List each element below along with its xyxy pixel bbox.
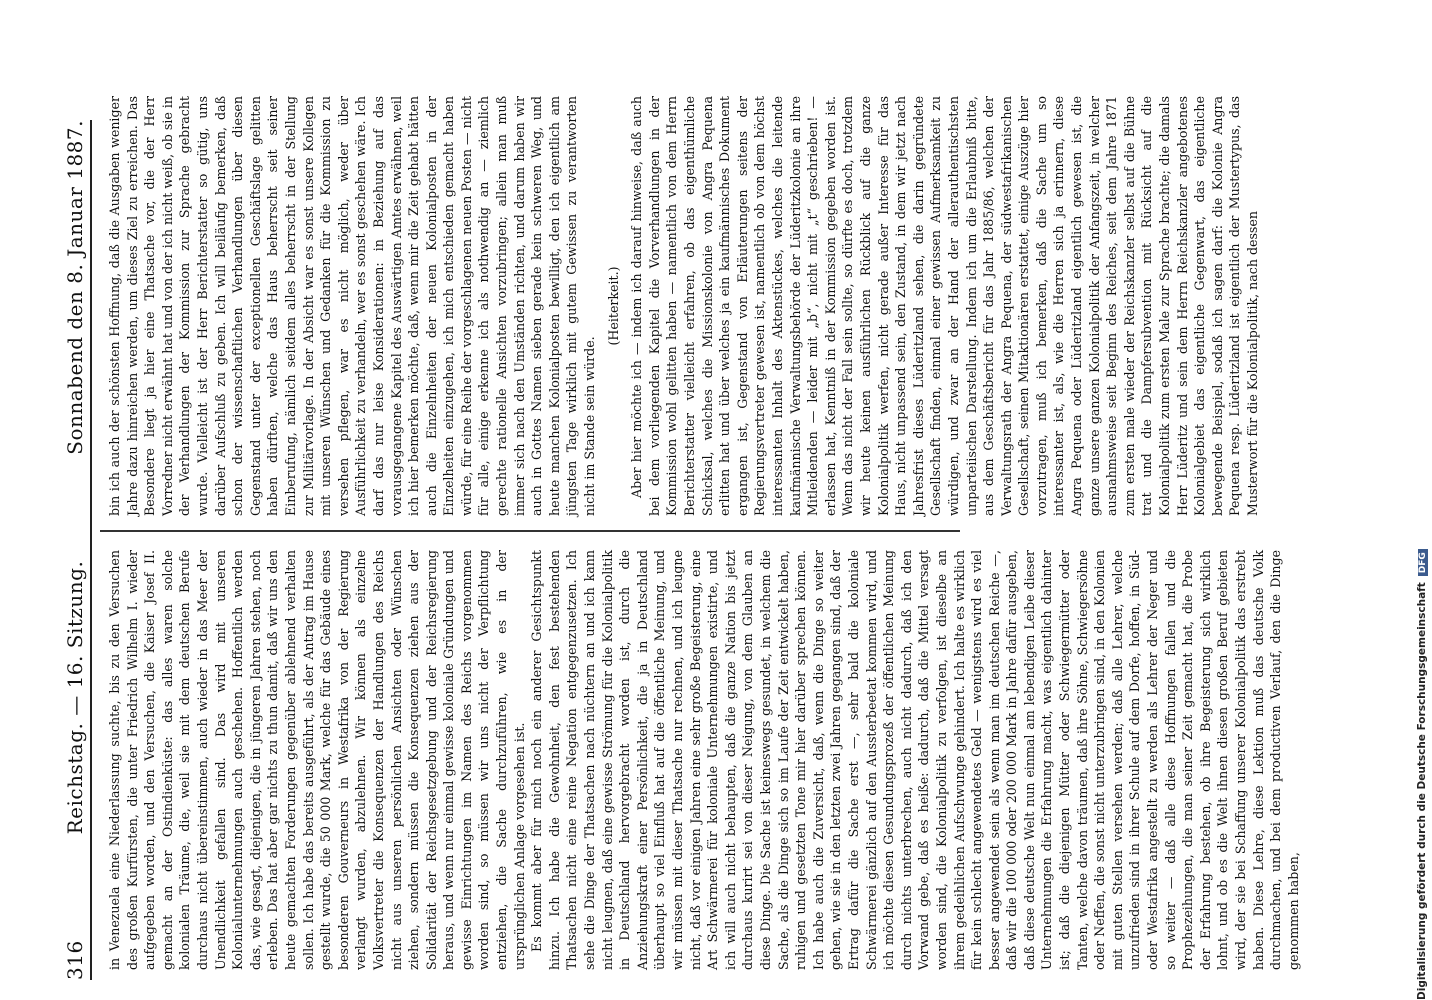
right-column (106, 96, 1262, 516)
session-date: Sonnabend den 8. Januar 1887. (63, 120, 87, 455)
page-number: 316 (63, 940, 87, 980)
page-header (60, 120, 92, 980)
digitization-note-text: Digitalisierung gefördert durch die Deutsche Forschungsgemeinschaft (1416, 582, 1428, 1000)
column-divider (100, 531, 960, 533)
digitization-note (1416, 0, 1428, 1000)
paragraph: Es kommt aber für mich noch ein anderer Gesichtspunkt hinzu. Ich habe die Gewohnheit, den fest bestehenden Thatsachen nicht eine reine Negation entgegenzusetzen. Ich sehe die Dinge der Thatsachen nach nüchtern an und ich kann nicht leugnen, daß eine gewisse Strömung für die Kolonialpolitik in Deutschland hervorgebracht worden ist, durch die Anziehungskraft einer Persönlichkeit, die ja in Deutschland überhaupt so viel Einfluß hat auf die öffentliche Meinung, und wir müssen mit dieser Thatsache nur rechnen, und ich leugne nicht, daß vor einigen Jahren eine sehr große Begeisterung, eine Art Schwärmerei für koloniale Unternehmungen existirte, und ich will auch nicht behaupten, daß die ganze Nation bis jetzt durchaus kurirt sei von dieser Neigung, von dem Glauben an diese Dinge. Die Sache ist keineswegs gesundet, in welchem die Sache, als die Dinge sich so im Laufe der Zeit entwickelt haben, ruhigen und gesetzten Tone mir hier darüber sprechen können. Ich habe auch die Zuversicht, daß, wenn die Dinge so weiter gehen, wie sie in den letzten zwei Jahren gegangen sind, daß der Ertrag dafür die Sache erst —, sehr bald die koloniale Schwärmerei gänzlich auf den Aussterbeetat kommen wird, und ich möchte diesen Gesundungsprozeß der öffentlichen Meinung durch nichts unterbrechen, auch nicht dadurch, daß ich den Vorwand gebe, daß es heiße: dadurch, daß die Mittel versagt worden sind, die Kolonialpolitik zu verfolgen, ist dieselbe an ihrem gedeihlichen Aufschwunge gehindert. Ich halte es wirklich für kein schlecht angewendetes Geld — wenigstens wird es viel besser angewendet sein als wenn man im deutschen Reiche —, daß wir die 100 000 oder 200 000 Mark in Jahre dafür ausgeben, daß diese deutsche Welt nun einmal am lebendigen Leibe dieser Unternehmungen die Erfahrung macht, was eigentlich dahinter ist; daß die diejenigen Mütter oder Schwiegermütter oder Tanten, welche davon träumen, daß ihre Söhne, Schwiegersöhne oder Neffen, die sonst nicht unterzubringen sind, in den Kolonien mit guten Stellen versehen werden; daß alle Lehrer, welche unzufrieden sind in ihrer Schule auf dem Dorfe, hoffen, in Süd- oder Westafrika angestellt zu werden als Lehrer der Neger und so weiter — daß alle diese Hoffnungen fallen und die Prophezeihungen, die man seiner Zeit gemacht hat, die Probe der Erfahrung bestehen, ob ihre Begeisterung sich wirklich lohnt, und ob es die Welt ihnen diesen großen Beruf gebieten wird, der sie bei Schaffung unserer Kolonialpolitik das erstrebt haben. Diese Lehre, diese Lektion muß das deutsche Volk durchmachen, und bei dem productiven Verlauf, den die Dinge genommen haben, (529, 550, 1301, 970)
paragraph: bin ich auch der schönsten Hoffnung, daß die Ausgaben weniger Jahre dazu hinreichen werden, um dieses Ziel zu erreichen. Das Besondere liegt ja hier eine Thatsache vor, die der Herr Vorredner nicht erwähnt hat und von der ich nicht weiß, ob sie in der Verhandlungen der Kommission zur Sprache gebracht wurde. Vielleicht ist der Herr Berichterstatter so gütig, uns darüber Aufschluß zu geben. Ich will beiläufig bemerken, daß schon der wissenschaftlichen Verhandlungen über diesen Gegenstand unter der exceptionellen Geschäftslage gelitten haben dürften, welche das Haus beherrscht seit seiner Einberufung, nämlich seitdem alles beherrscht in der Stellung zur Militärvorlage. In der Absicht war es sonst unsere Kollegen mit unseren Wünschen und Gedanken für die Kommission zu versehen pflegen, war es nicht möglich, weder über Ausführlichkeit zu verhandeln, wer es sonst geschehen wäre. Ich darf das nur leise Konsiderationen: in Beziehung auf das vorausgegangene Kapitel des Auswärtigen Amtes erwähnen, weil ich hier bemerken möchte, daß, wenn mir die Zeit gehabt hätten auch die Einzelnheiten der neuen Kolonialposten in der Einzelheiten einzugehen, ich mich entschieden gemacht haben würde, für eine Reihe der vorgeschlagenen neuen Posten — nicht für alle, einige erkenne ich als nothwendig an — ziemlich gerechte rationelle Ansichten vorzubringen; allein man muß immer sich nach den Umständen richten, und darum haben wir auch in Gottes Namen sieben gerade kein schweren Weg, und heute manchen Kolonialposten bewilligt, den ich eigentlich am jüngsten Tage wirklich mit gutem Gewissen zu verantworten nicht im Stande sein würde. (107, 96, 598, 516)
paragraph: Aber hier möchte ich — indem ich darauf hinweise, daß auch bei dem vorliegenden Kapitel die Vorverhandlungen in der Kommission wohl gelitten haben — namentlich von dem Herrn Berichterstatter vielleicht erfahren, ob das eigenthümliche Schicksal, welches die Missionskolonie von Angra Pequena erlitten hat und über welches ja ein kaufmännisches Dokument ergangen ist, Gegenstand von Erläuterungen seitens der Regierungsvertreter gewesen ist, namentlich ob von dem höchst interessanten Inhalt des Aktenstückes, welches die leitende kaufmännische Verwaltungsbehörde der Lüderitzkolonie an ihre Mitleidenden — leider mit „b“, nicht mit „t“ geschrieben! — erlassen hat, Kenntniß in der Kommission gegeben worden ist. Wenn das nicht der Fall sein sollte, so dürfte es doch, trotzdem wir heute keinen ausführlichen Rückblick auf die ganze Kolonialpolitik werfen, nicht gerade außer Interesse für das Haus, nicht unpassend sein, den Zustand, in dem wir jetzt nach Jahresfrist dieses Lüderitzland sehen, die darin gegründete Gesellschaft finden, einmal einer gewissen Aufmerksamkeit zu würdigen, und zwar an der Hand der allerauthentischsten unparteiischen Darstellung. Indem ich um die Erlaubniß bitte, aus dem Geschäftsbericht für das Jahr 1885/86, welchen der Verwaltungsrath der Angra Pequena, der südwestafrikanischen Gesellschaft, seinen Mitaktionären erstattet, einige Auszüge hier vorzutragen, muß ich bemerken, daß die Sache um so interessanter ist, als, wie die Herren sich ja erinnern, diese Angra Pequena oder Lüderitzland eigentlich gewesen ist, die ganze unsere ganzen Kolonialpolitik der Anfangszeit, in welcher ausnahmsweise seit Beginn des Reiches, seit dem Jahre 1871 zum ersten male wieder der Reichskanzler selbst auf die Bühne trat und die Dampfersubvention mit Rücksicht auf die Kolonialpolitik zum ersten Male zur Sprache brachte; die damals Herr Lüderitz und sein dem Herrn Reichskanzler angebotenes Kolonialgebiet das eigentliche Gegenwart, das eigentliche bewegende Beispiel, sodaß ich sagen darf: die Kolonie Angra Pequena resp. Lüderitzland ist eigentlich der Mustertypus, das Musterwort für die Kolonialpolitik, nach dessen (629, 96, 1260, 516)
left-column (106, 550, 1302, 970)
interjection: (Heiterkeit.) (605, 266, 621, 346)
paragraph: in Venezuela eine Niederlassung suchte, bis zu den Versuchen des großen Kurfürsten, die unter Friedrich Wilhelm I. wieder aufgegeben worden, und den Versuchen, die Kaiser Josef II. gemacht an der Ostindienküste: das alles waren solche kolonialen Träume, die, weil sie mit dem deutschen Berufe durchaus nicht übereinstimmen, auch wieder in das Meer der Unendlichkeit gefallen sind. Das wird mit unseren Kolonialunternehmungen auch geschehen. Hoffentlich werden das, wie gesagt, diejenigen, die in jüngeren Jahren stehen, noch erleben. Das hat aber gar nichts zu thun damit, daß wir uns den heute gemachten Forderungen gegenüber ablehnend verhalten sollen. Ich habe das bereits ausgeführt, als der Antrag im Hause gestellt wurde, die 50 000 Mark, welche für das Gebäude eines besonderen Gouverneurs in Westafrika von der Regierung verlangt wurden, abzulehnen. Wir können als einzelne Volksvertreter die Konsequenzen der Handlungen des Reichs nicht aus unseren persönlichen Ansichten oder Wünschen ziehen, sondern müssen die Konsequenzen ziehen aus der Solidarität der Reichsgesetzgebung und der Reichsregierung heraus, und wenn nur einmal gewisse koloniale Gründungen und gewisse Einrichtungen im Namen des Reichs vorgenommen worden sind, so müssen wir uns nicht der Verpflichtung entziehen, die Sache durchzuführen, wie es in der ursprünglichen Anlage vorgesehen ist. (107, 550, 527, 970)
dfg-badge: DFG (1418, 549, 1428, 576)
rotated-page (20, 0, 1410, 1000)
session-title: Reichstag. — 16. Sitzung. (63, 560, 87, 835)
